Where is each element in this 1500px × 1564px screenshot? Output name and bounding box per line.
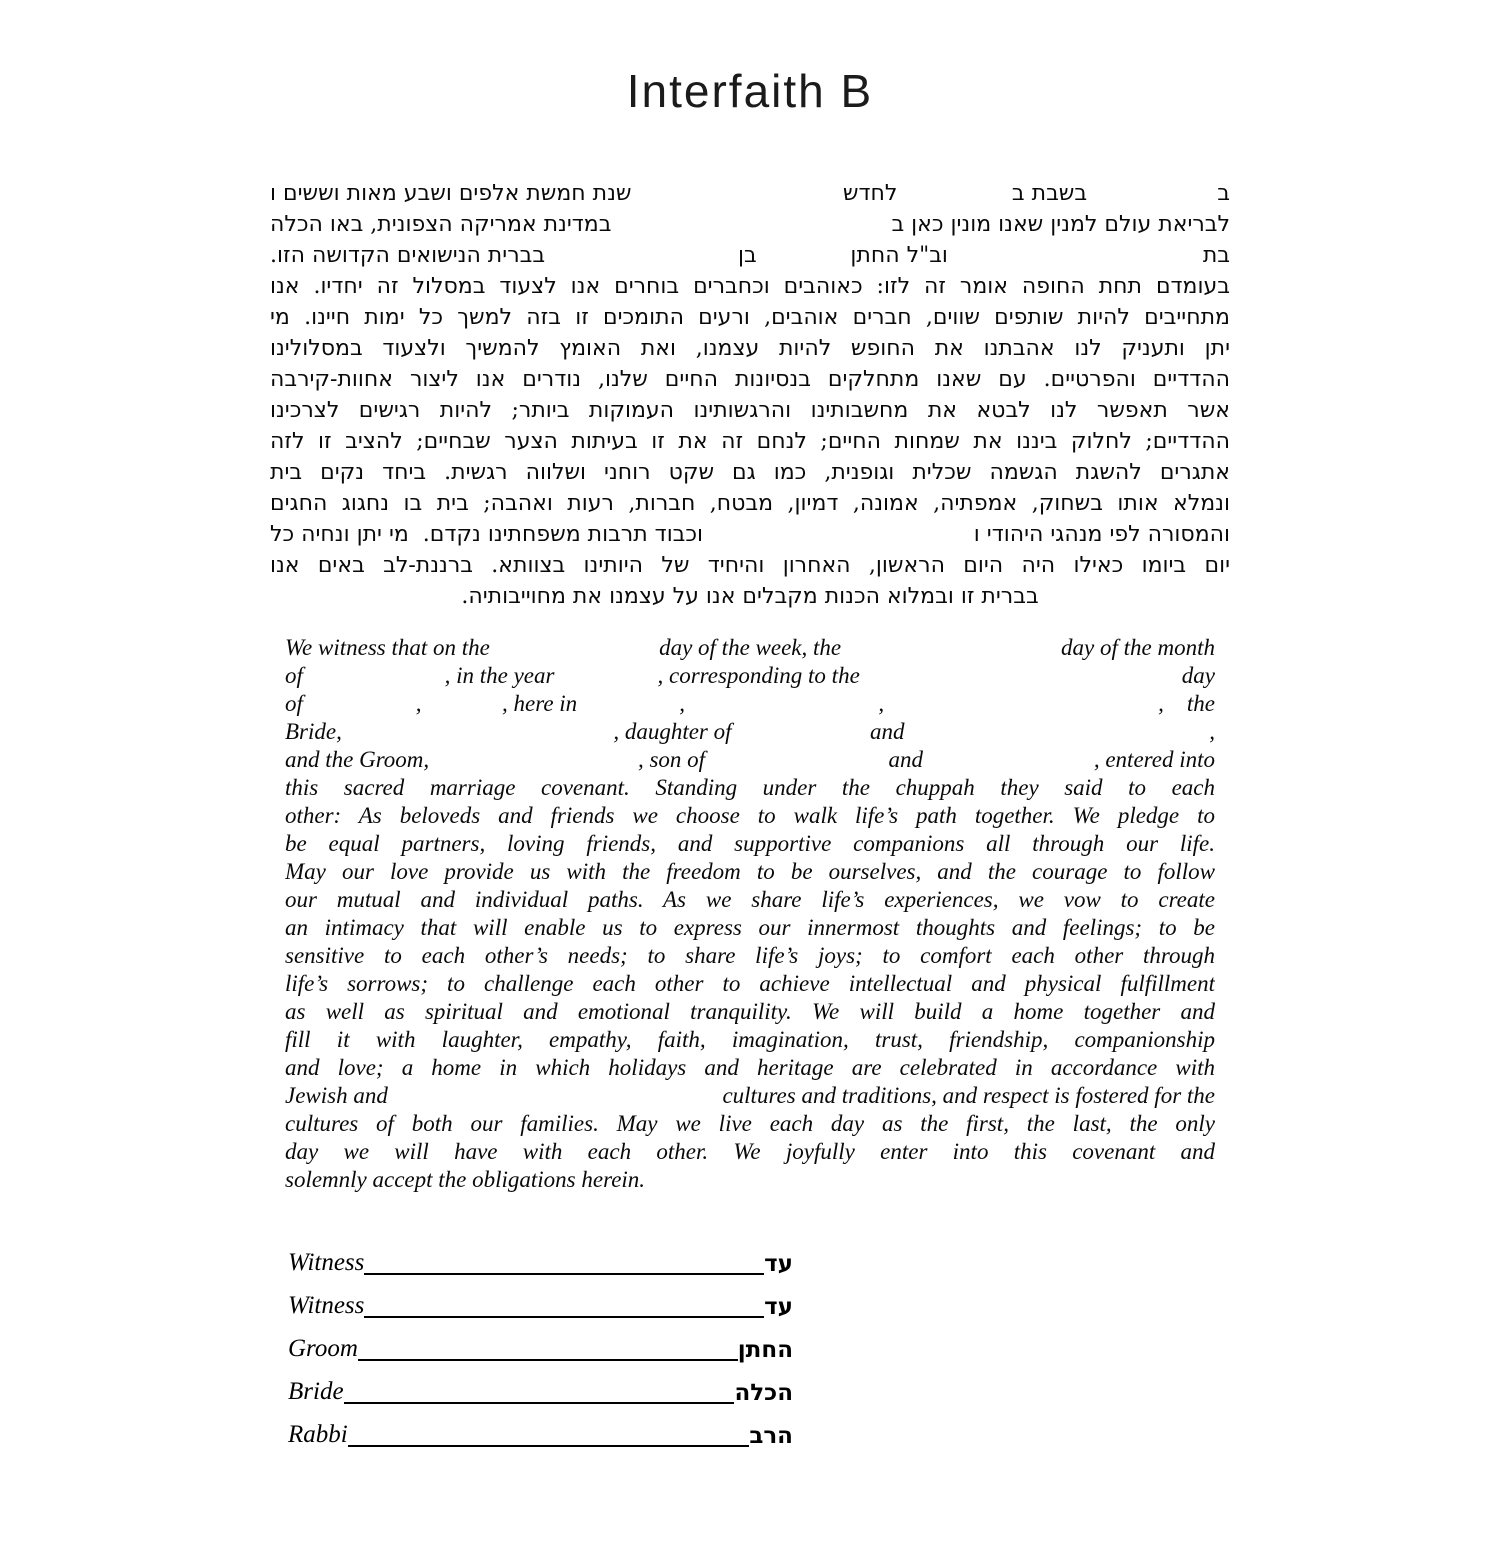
text-segment: cultures and traditions, and respect is fostered for the bbox=[722, 1083, 1215, 1108]
hebrew-line: ההדדיים; לחלוק ביננו את שמחות החיים; לנחם זה את זו בעיתות הצער שבחיים; להציב זו לזה bbox=[270, 429, 1230, 454]
text-segment: of bbox=[285, 691, 303, 716]
text-segment: , corresponding to the bbox=[657, 663, 860, 688]
signature-line bbox=[364, 1230, 764, 1275]
text-segment: בשבת ב bbox=[1011, 181, 1088, 206]
english-line: life’s sorrows; to challenge each other to achieve intellectual and physical fulfillment bbox=[285, 971, 1215, 996]
text-segment: Bride, bbox=[285, 719, 342, 744]
english-line: cultures of both our families. May we live each day as the first, the last, the only bbox=[285, 1111, 1215, 1136]
hebrew-line bbox=[270, 178, 1230, 209]
text-segment: במדינת אמריקה הצפונית, באו הכלה bbox=[270, 212, 612, 237]
signature-row bbox=[288, 1404, 793, 1447]
text-segment: וכבוד תרבות משפחתינו נקדם. מי יתן ונחיה כל bbox=[270, 522, 704, 547]
hebrew-line: מתחייבים להיות שותפים שווים, חברים אוהבים, ורעים התומכים זו בזה למשך כל ימות חיינו. מי bbox=[270, 305, 1230, 330]
english-line: an intimacy that will enable us to express our innermost thoughts and feelings; to be bbox=[285, 915, 1215, 940]
signature-row bbox=[288, 1232, 793, 1275]
text-segment: לחדש bbox=[842, 181, 898, 206]
text-segment: Jewish and bbox=[285, 1083, 388, 1108]
english-line: be equal partners, loving friends, and supportive companions all through our life. bbox=[285, 831, 1215, 856]
signature-label: Groom bbox=[288, 1335, 358, 1362]
english-line: sensitive to each other’s needs; to share life’s joys; to comfort each other through bbox=[285, 943, 1215, 968]
text-segment: שנת חמשת אלפים ושבע מאות וששים ו bbox=[270, 181, 632, 206]
text-segment: , in the year bbox=[444, 663, 555, 688]
text-segment: and bbox=[870, 719, 905, 744]
hebrew-line bbox=[270, 519, 1230, 550]
english-line bbox=[285, 690, 1215, 718]
text-segment: , the bbox=[1158, 691, 1215, 716]
english-line bbox=[285, 718, 1215, 746]
text-segment: , daughter of bbox=[613, 719, 732, 744]
signature-line bbox=[364, 1273, 764, 1318]
text-segment: , bbox=[415, 691, 422, 716]
text-segment: בן bbox=[737, 243, 757, 268]
text-segment: לבריאת עולם למנין שאנו מונין כאן ב bbox=[891, 212, 1230, 237]
text-segment: day of the month bbox=[1061, 635, 1215, 660]
hebrew-line: בעומדם תחת החופה אומר זה לזו: כאוהבים וכחברים בוחרים אנו לצעוד במסלול זה יחדיו. אנו bbox=[270, 274, 1230, 299]
hebrew-line: יום ביומו כאילו היה היום הראשון, האחרון והיחיד של היותינו בצוותא. ברננת-לב באים אנו bbox=[270, 553, 1230, 578]
text-segment: day of the week, the bbox=[659, 635, 842, 660]
english-line: day we will have with each other. We joyfully enter into this covenant and bbox=[285, 1139, 1215, 1164]
signature-line bbox=[348, 1402, 750, 1447]
text-segment: והמסורה לפי מנהגי היהודי ו bbox=[973, 522, 1230, 547]
hebrew-paragraph bbox=[270, 178, 1230, 612]
signature-label: Rabbi bbox=[288, 1421, 348, 1448]
signature-row bbox=[288, 1318, 793, 1361]
english-line: other: As beloveds and friends we choose to walk life’s path together. We pledge to bbox=[285, 803, 1215, 828]
english-line: fill it with laughter, empathy, faith, imagination, trust, friendship, companionship bbox=[285, 1027, 1215, 1052]
english-line bbox=[285, 746, 1215, 774]
text-segment: וב"ל החתן bbox=[850, 243, 948, 268]
text-segment: We witness that on the bbox=[285, 635, 490, 660]
english-line bbox=[285, 662, 1215, 690]
english-line: May our love provide us with the freedom to be ourselves, and the courage to follow bbox=[285, 859, 1215, 884]
english-line bbox=[285, 1082, 1215, 1110]
signature-row bbox=[288, 1361, 793, 1404]
hebrew-line: בברית זו ובמלוא הכנות מקבלים אנו על עצמנו את מחוייבותיה. bbox=[461, 584, 1039, 609]
signature-label-hebrew: הכלה bbox=[734, 1379, 793, 1406]
text-segment: בברית הנישואים הקדושה הזו. bbox=[270, 243, 546, 268]
text-segment: , entered into bbox=[1093, 747, 1215, 772]
hebrew-line: אשר תאפשר לנו לבטא את מחשבותינו והרגשותינו העמוקות ביותר; להיות רגישים לצרכינו bbox=[270, 398, 1230, 423]
english-line: solemnly accept the obligations herein. bbox=[285, 1167, 646, 1192]
hebrew-line: אתגרים להשגת הגשמה שכלית וגופנית, כמו גם שקט רוחני ושלווה רגשית. ביחד נקים בית bbox=[270, 460, 1230, 485]
page-title: Interfaith B bbox=[626, 65, 874, 117]
english-line: this sacred marriage covenant. Standing under the chuppah they said to each bbox=[285, 775, 1215, 800]
english-line: and love; a home in which holidays and heritage are celebrated in accordance with bbox=[285, 1055, 1215, 1080]
signature-label-hebrew: עד bbox=[764, 1293, 793, 1320]
english-line: our mutual and individual paths. As we share life’s experiences, we vow to create bbox=[285, 887, 1215, 912]
hebrew-line bbox=[270, 209, 1230, 240]
text-segment: and bbox=[888, 747, 924, 772]
signature-line bbox=[344, 1359, 735, 1404]
text-segment: ב bbox=[1217, 181, 1230, 206]
hebrew-line bbox=[270, 240, 1230, 271]
signature-label: Witness bbox=[288, 1249, 365, 1276]
hebrew-line: ההדדיים והפרטיים. עם שאנו מתחלקים בנסיונות החיים שלנו, נודרים אנו ליצור אחוות-קירבה bbox=[270, 367, 1230, 392]
text-segment: , bbox=[679, 691, 686, 716]
signature-label: Bride bbox=[288, 1378, 344, 1405]
text-segment: , here in bbox=[502, 691, 578, 716]
signature-line bbox=[358, 1316, 738, 1361]
text-segment: , son of bbox=[637, 747, 706, 772]
signature-row bbox=[288, 1275, 793, 1318]
signature-label-hebrew: הרב bbox=[749, 1422, 793, 1449]
text-segment: and the Groom, bbox=[285, 747, 430, 772]
text-segment: , bbox=[1209, 719, 1215, 744]
english-line: as well as spiritual and emotional tranquility. We will build a home together and bbox=[285, 999, 1215, 1024]
signature-label-hebrew: החתן bbox=[737, 1336, 793, 1363]
english-line bbox=[285, 634, 1215, 662]
signature-label: Witness bbox=[288, 1292, 365, 1319]
hebrew-line: ונמלא אותו בשחוק, אמפתיה, אמונה, דמיון, מבטח, חברות, רעות ואהבה; בית בו נחגוג החגים bbox=[270, 491, 1230, 516]
text-segment: בת bbox=[1202, 243, 1230, 268]
hebrew-line: יתן ותעניק לנו אהבתנו את החופש להיות עצמנו, ואת האומץ להמשיך ולצעוד במסלולינו bbox=[270, 336, 1230, 361]
text-segment: day bbox=[1181, 663, 1215, 688]
ketubah-page bbox=[0, 64, 1500, 1564]
text-segment: , bbox=[878, 691, 885, 716]
signature-label-hebrew: עד bbox=[764, 1250, 793, 1277]
text-segment: of bbox=[285, 663, 303, 688]
signature-block bbox=[288, 1232, 793, 1447]
english-paragraph bbox=[285, 634, 1215, 1194]
